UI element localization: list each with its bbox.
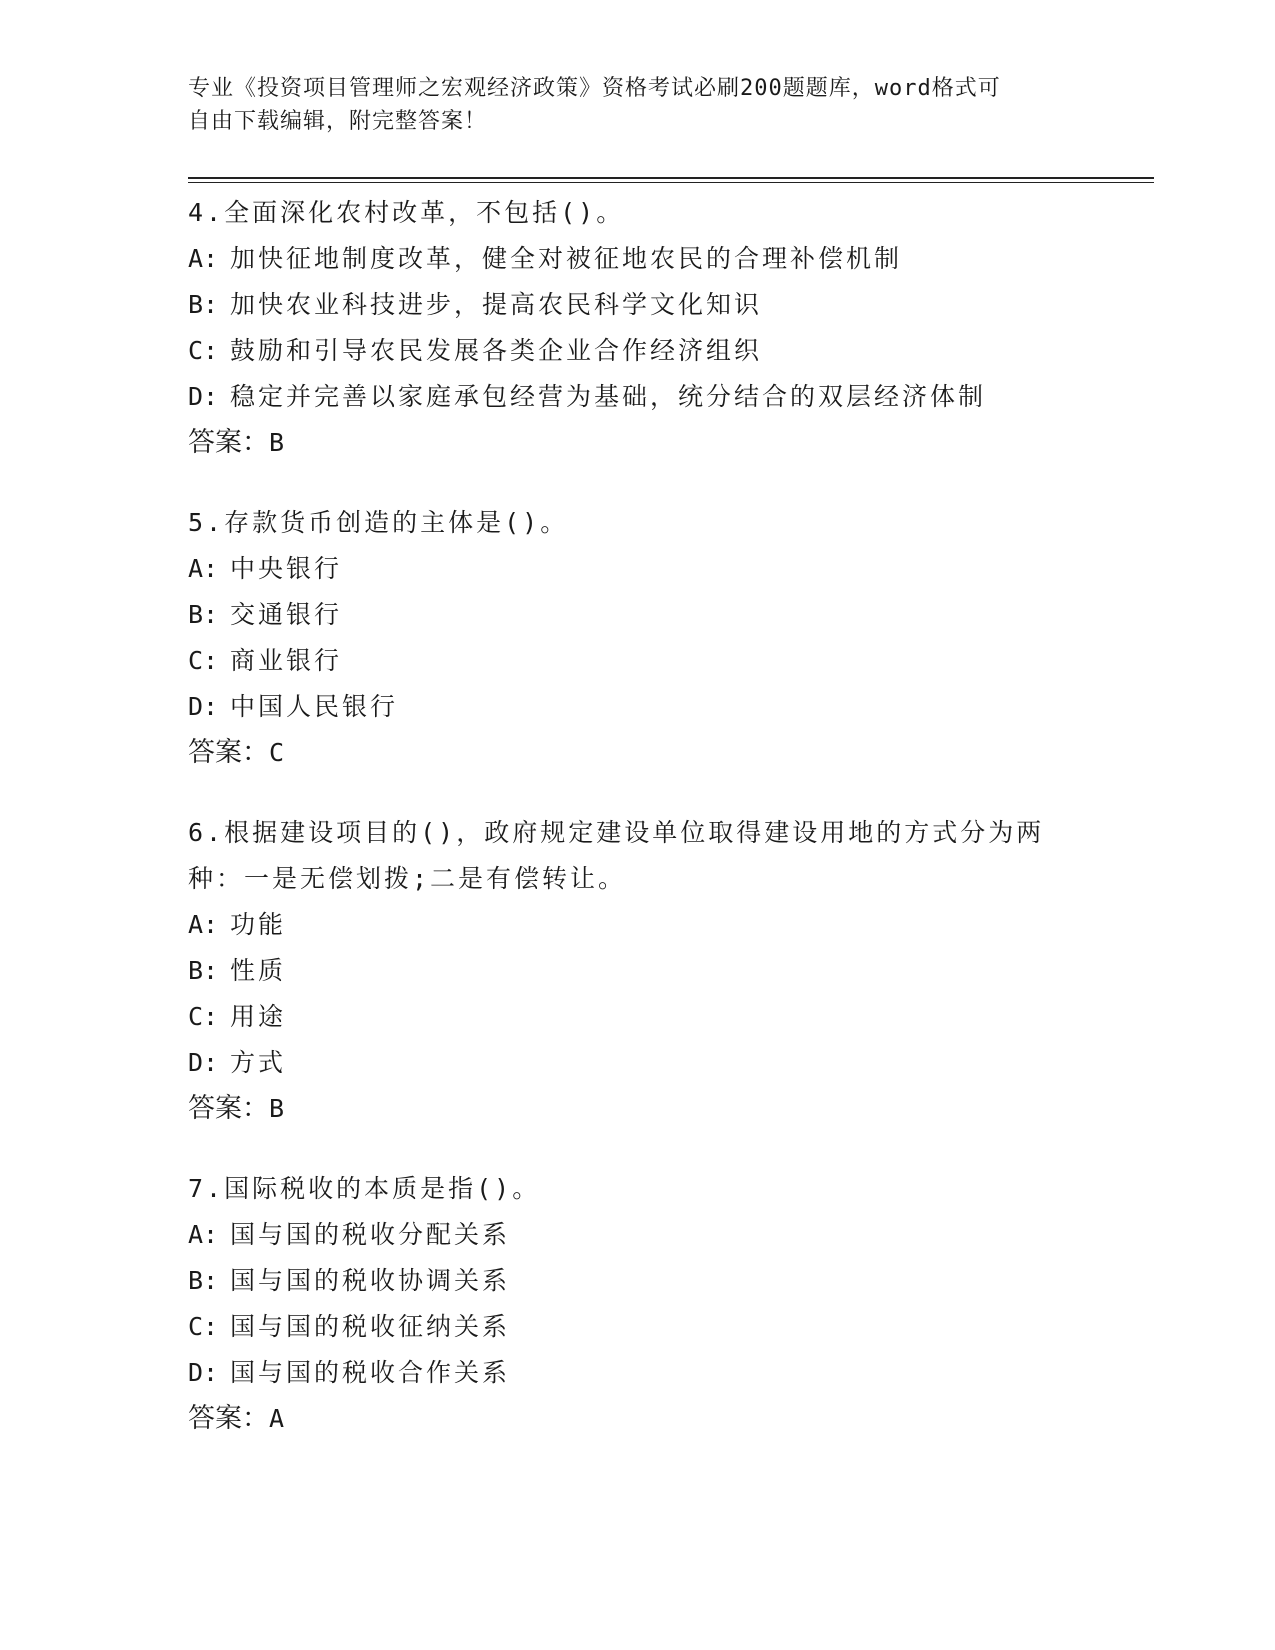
- option-text: 用途: [230, 1002, 287, 1031]
- header-line-2: 自由下载编辑，附完整答案！: [188, 109, 488, 134]
- option-b: [188, 948, 1154, 994]
- option-text: 加快农业科技进步，提高农民科学文化知识: [230, 290, 763, 319]
- option-d: [188, 1350, 1154, 1396]
- option-text: 中央银行: [230, 554, 343, 583]
- question-stem: 6.根据建设项目的()，政府规定建设单位取得建设用地的方式分为两: [188, 818, 1045, 847]
- question-stem: 5.存款货币创造的主体是()。: [188, 508, 569, 537]
- option-c: [188, 328, 1154, 374]
- option-text: 交通银行: [230, 600, 343, 629]
- question-item: [188, 500, 1154, 776]
- header-divider-thin: [188, 182, 1154, 183]
- option-c: [188, 638, 1154, 684]
- option-a: [188, 902, 1154, 948]
- option-key: A:: [188, 554, 219, 583]
- question-item: [188, 190, 1154, 466]
- answer-value: C: [269, 738, 285, 767]
- question-stem: 7.国际税收的本质是指()。: [188, 1174, 541, 1203]
- option-a: [188, 546, 1154, 592]
- option-b: [188, 282, 1154, 328]
- option-text: 功能: [230, 910, 287, 939]
- option-text: 商业银行: [230, 646, 343, 675]
- option-text: 国与国的税收协调关系: [230, 1266, 511, 1295]
- header-line-1: 专业《投资项目管理师之宏观经济政策》资格考试必刷200题题库，word格式可: [188, 76, 1001, 101]
- option-key: B:: [188, 600, 219, 629]
- option-key: A:: [188, 910, 219, 939]
- option-key: A:: [188, 1220, 219, 1249]
- answer-value: B: [269, 428, 285, 457]
- answer-label: 答案：: [188, 737, 269, 768]
- option-d: [188, 684, 1154, 730]
- answer-line: [188, 730, 1154, 776]
- option-key: C:: [188, 646, 219, 675]
- option-text: 国与国的税收合作关系: [230, 1358, 511, 1387]
- answer-line: [188, 1396, 1154, 1442]
- question-list: [188, 190, 1154, 1476]
- option-text: 加快征地制度改革，健全对被征地农民的合理补偿机制: [230, 244, 903, 273]
- option-key: B:: [188, 956, 219, 985]
- question-item: [188, 810, 1154, 1132]
- option-key: B:: [188, 1266, 219, 1295]
- option-text: 国与国的税收征纳关系: [230, 1312, 511, 1341]
- question-stem: 4.全面深化农村改革，不包括()。: [188, 198, 625, 227]
- option-key: D:: [188, 692, 219, 721]
- header-divider-thick: [188, 177, 1154, 179]
- option-key: B:: [188, 290, 219, 319]
- option-text: 性质: [230, 956, 287, 985]
- question-stem-continued: 种：一是无偿划拨;二是有偿转让。: [188, 864, 627, 893]
- option-c: [188, 1304, 1154, 1350]
- option-key: D:: [188, 1048, 219, 1077]
- answer-line: [188, 1086, 1154, 1132]
- option-key: D:: [188, 382, 219, 411]
- option-key: C:: [188, 336, 219, 365]
- option-d: [188, 1040, 1154, 1086]
- answer-label: 答案：: [188, 427, 269, 458]
- option-text: 稳定并完善以家庭承包经营为基础，统分结合的双层经济体制: [230, 382, 987, 411]
- document-header: [188, 72, 1088, 138]
- answer-value: B: [269, 1094, 285, 1123]
- answer-label: 答案：: [188, 1403, 269, 1434]
- option-a: [188, 1212, 1154, 1258]
- option-a: [188, 236, 1154, 282]
- option-b: [188, 592, 1154, 638]
- option-text: 中国人民银行: [230, 692, 399, 721]
- option-d: [188, 374, 1154, 420]
- option-key: A:: [188, 244, 219, 273]
- question-item: [188, 1166, 1154, 1442]
- option-c: [188, 994, 1154, 1040]
- option-text: 鼓励和引导农民发展各类企业合作经济组织: [230, 336, 763, 365]
- option-text: 国与国的税收分配关系: [230, 1220, 511, 1249]
- option-key: D:: [188, 1358, 219, 1387]
- option-key: C:: [188, 1002, 219, 1031]
- answer-value: A: [269, 1404, 285, 1433]
- answer-label: 答案：: [188, 1093, 269, 1124]
- option-key: C:: [188, 1312, 219, 1341]
- option-text: 方式: [230, 1048, 287, 1077]
- option-b: [188, 1258, 1154, 1304]
- answer-line: [188, 420, 1154, 466]
